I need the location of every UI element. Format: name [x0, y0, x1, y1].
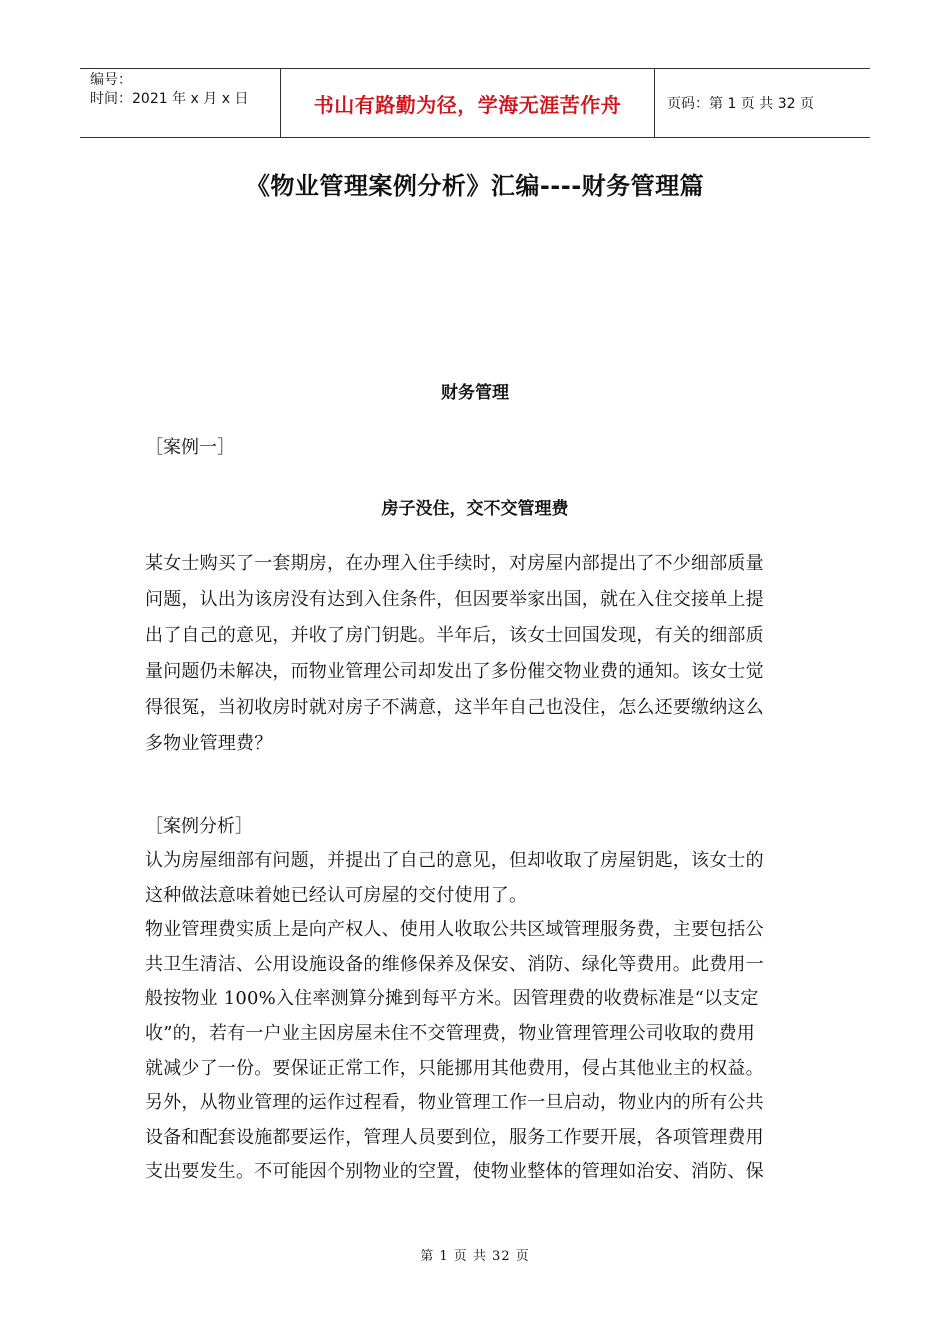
section-title: 财务管理	[441, 383, 509, 403]
document-number-label: 编号：	[90, 72, 132, 88]
header-page-code: 页码：第 1 页 共 32 页	[667, 96, 814, 112]
paragraph-line: 多物业管理费？	[145, 733, 273, 754]
header-info-cell	[80, 69, 281, 137]
document-date: 时间：2021 年 x 月 x 日	[90, 91, 249, 107]
case-analysis-label: ［案例分析］	[145, 816, 253, 837]
header-motto-cell	[281, 69, 655, 137]
paragraph-line: 支出要发生。不可能因个别物业的空置，使物业整体的管理如治安、消防、保	[145, 1161, 764, 1183]
page-footer: 第 1 页 共 32 页	[420, 1249, 530, 1264]
paragraph-line: 就减少了一份。要保证正常工作，只能挪用其他费用，侵占其他业主的权益。	[145, 1057, 764, 1079]
paragraph-line: 量问题仍未解决，而物业管理公司却发出了多份催交物业费的通知。该女士觉	[145, 661, 764, 682]
paragraph-line: 收”的，若有一户业主因房屋未住不交管理费，物业管理管理公司收取的费用	[145, 1022, 755, 1044]
paragraph-line: 设备和配套设施都要运作，管理人员要到位，服务工作要开展，各项管理费用	[145, 1126, 764, 1148]
paragraph-line: 共卫生清洁、公用设施设备的维修保养及保安、消防、绿化等费用。此费用一	[145, 953, 764, 975]
paragraph-line: 般按物业 100%入住率测算分摊到每平方米。因管理费的收费标准是“以支定	[145, 988, 759, 1010]
case-one-body	[145, 546, 805, 762]
paragraph-line: 问题，认出为该房没有达到入住条件，但因要举家出国，就在入住交接单上提	[145, 589, 764, 610]
paragraph-line: 出了自己的意见，并收了房门钥匙。半年后，该女士回国发现，有关的细部质	[145, 625, 764, 646]
case-one-label: ［案例一］	[145, 437, 235, 458]
paragraph-line: 认为房屋细部有问题，并提出了自己的意见，但却收取了房屋钥匙，该女士的	[145, 850, 764, 871]
paragraph-line: 这种做法意味着她已经认可房屋的交付使用了。	[145, 884, 528, 906]
paragraph-line: 物业管理费实质上是向产权人、使用人收取公共区域管理服务费，主要包括公	[145, 919, 764, 941]
document-title: 《物业管理案例分析》汇编----财务管理篇	[245, 172, 705, 200]
case-analysis-body	[145, 844, 805, 1190]
paragraph-line: 某女士购买了一套期房，在办理入住手续时，对房屋内部提出了不少细部质量	[145, 553, 764, 574]
case-one-title: 房子没住，交不交管理费	[381, 499, 569, 519]
header-motto: 书山有路勤为径，学海无涯苦作舟	[313, 92, 622, 117]
header-page-cell	[655, 69, 870, 137]
paragraph-line: 得很冤，当初收房时就对房子不满意，这半年自己也没住，怎么还要缴纳这么	[145, 697, 764, 718]
document-header	[80, 68, 870, 138]
paragraph-line: 另外，从物业管理的运作过程看，物业管理工作一旦启动，物业内的所有公共	[145, 1092, 764, 1114]
